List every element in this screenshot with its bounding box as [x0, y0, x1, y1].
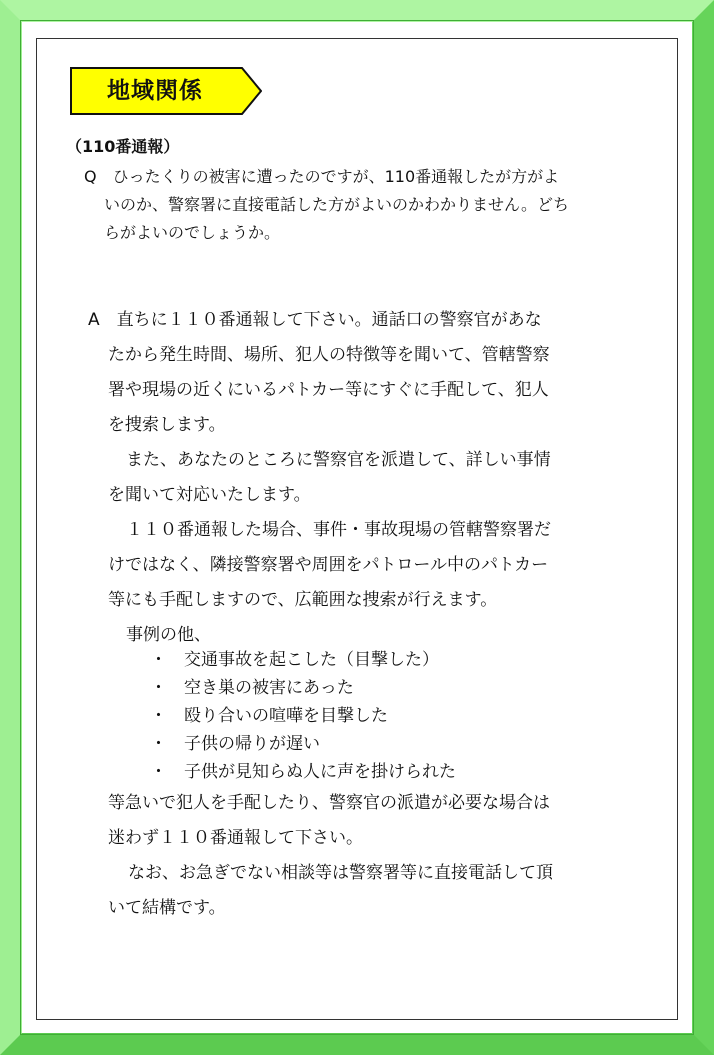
list-item-text: 交通事故を起こした（目撃した）	[184, 650, 439, 670]
answer-line: 署や現場の近くにいるパトカー等にすぐに手配して、犯人	[108, 380, 549, 400]
bullet-icon: ・	[150, 678, 167, 698]
answer-line: を捜索します。	[108, 415, 226, 435]
answer-block	[88, 303, 628, 653]
closing-block	[108, 786, 638, 926]
list-item-text: 殴り合いの喧嘩を目撃した	[184, 706, 388, 726]
bullet-icon: ・	[150, 650, 167, 670]
question-block	[84, 163, 624, 247]
answer-line: けではなく、隣接警察署や周囲をパトロール中のパトカー	[108, 555, 549, 575]
answer-line: また、あなたのところに警察官を派遣して、詳しい事情	[126, 450, 551, 470]
answer-line: １１０番通報した場合、事件・事故現場の管轄警察署だ	[126, 520, 551, 540]
list-item-text: 空き巣の被害にあった	[184, 678, 354, 698]
closing-line: なお、お急ぎでない相談等は警察署等に直接電話して頂	[128, 863, 553, 883]
list-item	[150, 674, 456, 702]
badge-title: 地域関係	[107, 78, 203, 104]
section-heading: （110番通報）	[66, 137, 180, 156]
example-list	[150, 646, 456, 786]
answer-line: A 直ちに１１０番通報して下さい。通話口の警察官があな	[88, 310, 542, 330]
answer-line: 等にも手配しますので、広範囲な捜索が行えます。	[108, 590, 498, 610]
question-line: らがよいのでしょうか。	[104, 223, 281, 242]
closing-line: 迷わず１１０番通報して下さい。	[108, 828, 363, 848]
list-item	[150, 702, 456, 730]
answer-line: 事例の他、	[126, 625, 211, 645]
list-item	[150, 758, 456, 786]
question-line: Q ひったくりの被害に遭ったのですが、110番通報したが方がよ	[84, 167, 560, 186]
bullet-icon: ・	[150, 706, 167, 726]
closing-line: いて結構です。	[108, 898, 226, 918]
title-badge	[70, 67, 262, 115]
list-item-text: 子供が見知らぬ人に声を掛けられた	[184, 762, 456, 782]
closing-line: 等急いで犯人を手配したり、警察官の派遣が必要な場合は	[108, 793, 550, 813]
bullet-icon: ・	[150, 762, 167, 782]
list-item-text: 子供の帰りが遅い	[184, 734, 320, 754]
question-line: いのか、警察署に直接電話した方がよいのかわかりません。どち	[104, 195, 569, 214]
bullet-icon: ・	[150, 734, 167, 754]
list-item	[150, 730, 456, 758]
answer-line: を聞いて対応いたします。	[108, 485, 311, 505]
list-item	[150, 646, 456, 674]
answer-line: たから発生時間、場所、犯人の特徴等を聞いて、管轄警察	[108, 345, 550, 365]
